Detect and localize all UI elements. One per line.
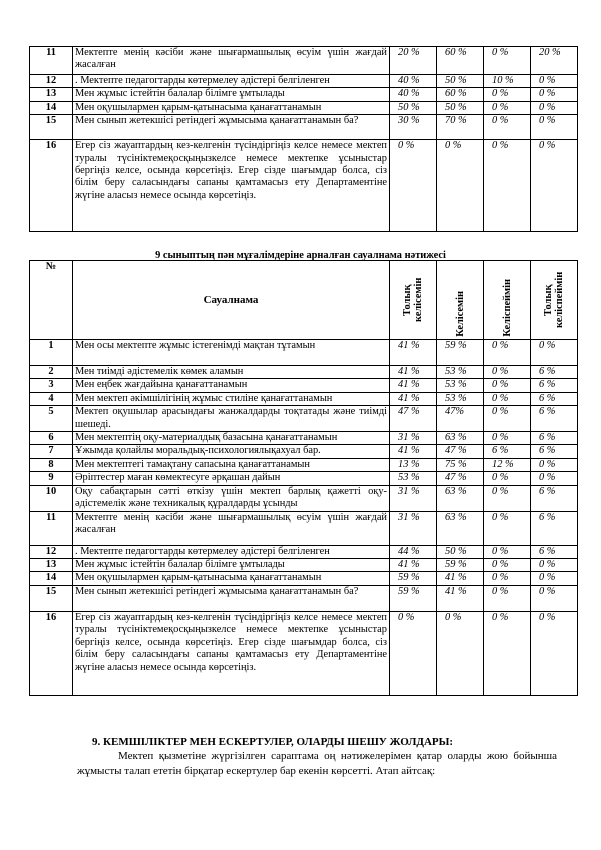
- row-value: 53 %: [437, 379, 484, 392]
- table-row: [30, 366, 578, 379]
- row-value: 0 %: [531, 472, 578, 485]
- row-number: 14: [30, 572, 73, 585]
- table-row: [30, 445, 578, 458]
- row-value: 6 %: [531, 379, 578, 392]
- row-question: Мен осы мектепте жұмыс істегенімді мақтан тұтамын: [73, 340, 390, 366]
- row-number: 4: [30, 392, 73, 405]
- table-row: [30, 115, 578, 140]
- row-number: 7: [30, 445, 73, 458]
- row-number: 6: [30, 432, 73, 445]
- row-value: 0 %: [531, 101, 578, 114]
- row-value: 10 %: [484, 75, 531, 88]
- table-row: [30, 585, 578, 611]
- row-number: 5: [30, 406, 73, 432]
- row-question: Мен сынып жетекшісі ретіндегі жұмысыма қанағаттанамын ба?: [73, 585, 390, 611]
- row-value: 47 %: [437, 445, 484, 458]
- table-row: [30, 559, 578, 572]
- row-value: 0 %: [437, 611, 484, 695]
- row-value: 0 %: [484, 545, 531, 558]
- row-value: 0 %: [531, 585, 578, 611]
- row-value: 63 %: [437, 511, 484, 545]
- table-caption: 9 сыныптың пән мұғалімдеріне арналған сауалнама нәтижесі: [155, 250, 446, 261]
- row-value: 0 %: [484, 47, 531, 75]
- row-value: 53 %: [437, 366, 484, 379]
- row-value: 20 %: [531, 47, 578, 75]
- row-number: 15: [30, 115, 73, 140]
- row-question: Мен мектеп әкімшілігінің жұмыс стиліне қанағаттанамын: [73, 392, 390, 405]
- row-value: 50 %: [437, 545, 484, 558]
- header-col-fully-disagree: Толық келіспеймін: [531, 261, 578, 340]
- row-question: Ұжымда қолайлы моральдық-психологиялықахуал бар.: [73, 445, 390, 458]
- row-number: 13: [30, 559, 73, 572]
- row-value: 0 %: [484, 472, 531, 485]
- row-question: Егер сіз жауаптардың кез-келгенін түсіндіргіңіз келсе немесе мектеп туралы түсініктемеқосқыңызкелсе немесе мектепке ұсыныстар бергіңіз келсе, осында көрсетіңіз. Егер сізде шағымдар болса, сіз білім беру саласындағы сапаны қамтамасыз ету Департаментіне жүгіне аласыз немесе осында көрсетіңіз.: [73, 140, 390, 232]
- row-value: 6 %: [531, 392, 578, 405]
- row-value: 0 %: [531, 340, 578, 366]
- row-value: 41 %: [390, 392, 437, 405]
- survey-table-continued: [29, 46, 578, 232]
- row-number: 11: [30, 47, 73, 75]
- section-title: 9. КЕМШІЛІКТЕР МЕН ЕСКЕРТУЛЕР, ОЛАРДЫ ШЕШУ ЖОЛДАРЫ:: [92, 736, 454, 748]
- row-value: 75 %: [437, 458, 484, 471]
- row-question: . Мектепте педагогтарды көтермелеу әдістері белгіленген: [73, 75, 390, 88]
- row-value: 41 %: [390, 445, 437, 458]
- row-number: 16: [30, 611, 73, 695]
- table-row: [30, 101, 578, 114]
- row-value: 59 %: [437, 559, 484, 572]
- row-value: 41 %: [390, 366, 437, 379]
- row-value: 40 %: [390, 88, 437, 101]
- row-value: 31 %: [390, 432, 437, 445]
- row-value: 50 %: [390, 101, 437, 114]
- row-number: 10: [30, 485, 73, 511]
- row-value: 6 %: [484, 445, 531, 458]
- row-question: Мектепте менің кәсіби және шығармашылық өсуім үшін жағдай жасалған: [73, 511, 390, 545]
- row-number: 8: [30, 458, 73, 471]
- row-value: 0 %: [484, 340, 531, 366]
- row-value: 53 %: [437, 392, 484, 405]
- row-number: 16: [30, 140, 73, 232]
- row-value: 50 %: [437, 101, 484, 114]
- row-value: 0 %: [531, 559, 578, 572]
- table-row: [30, 340, 578, 366]
- row-number: 14: [30, 101, 73, 114]
- row-value: 0 %: [531, 572, 578, 585]
- row-value: 31 %: [390, 485, 437, 511]
- row-question: Мен тиімді әдістемелік көмек аламын: [73, 366, 390, 379]
- row-value: 30 %: [390, 115, 437, 140]
- row-question: Мектеп оқушылар арасындағы жанжалдарды тоқтатады және тиімді шешеді.: [73, 406, 390, 432]
- row-value: 0 %: [484, 585, 531, 611]
- row-value: 12 %: [484, 458, 531, 471]
- row-value: 63 %: [437, 485, 484, 511]
- row-value: 6 %: [531, 406, 578, 432]
- row-value: 31 %: [390, 511, 437, 545]
- row-value: 0 %: [484, 140, 531, 232]
- row-value: 0 %: [531, 611, 578, 695]
- row-value: 20 %: [390, 47, 437, 75]
- row-value: 0 %: [390, 611, 437, 695]
- row-value: 0 %: [390, 140, 437, 232]
- row-value: 6 %: [531, 545, 578, 558]
- table-row: [30, 47, 578, 75]
- row-value: 59 %: [390, 572, 437, 585]
- row-value: 0 %: [484, 511, 531, 545]
- row-value: 0 %: [484, 379, 531, 392]
- header-col-agree: Келісемін: [437, 261, 484, 340]
- row-value: 63 %: [437, 432, 484, 445]
- row-number: 11: [30, 511, 73, 545]
- row-value: 0 %: [484, 392, 531, 405]
- row-value: 41 %: [390, 340, 437, 366]
- row-question: Мен мектептегі тамақтану сапасына қанағаттанамын: [73, 458, 390, 471]
- table-row: [30, 485, 578, 511]
- row-question: Егер сіз жауаптардың кез-келгенін түсіндіргіңіз келсе немесе мектеп туралы түсініктемеқосқыңызкелсе немесе мектепке ұсыныстар бергіңіз келсе, осында көрсетіңіз. Егер сізде шағымдар болса, сіз білім беру саласындағы сапаны қамтамасыз ету Департаментіне жүгіне аласыз немесе осында көрсетіңіз.: [73, 611, 390, 695]
- row-value: 0 %: [484, 572, 531, 585]
- row-question: Мен сынып жетекшісі ретіндегі жұмысыма қанағаттанамын ба?: [73, 115, 390, 140]
- row-value: 47%: [437, 406, 484, 432]
- row-value: 40 %: [390, 75, 437, 88]
- table-row: [30, 392, 578, 405]
- row-value: 60 %: [437, 88, 484, 101]
- table-row: [30, 432, 578, 445]
- row-value: 41 %: [390, 379, 437, 392]
- header-number: №: [30, 261, 73, 340]
- table-row: [30, 75, 578, 88]
- table-row: [30, 458, 578, 471]
- row-number: 3: [30, 379, 73, 392]
- row-value: 0 %: [484, 366, 531, 379]
- row-value: 59 %: [390, 585, 437, 611]
- row-question: Мен еңбек жағдайына қанағаттанамын: [73, 379, 390, 392]
- row-value: 44 %: [390, 545, 437, 558]
- row-value: 47 %: [390, 406, 437, 432]
- table-row: [30, 88, 578, 101]
- row-value: 59 %: [437, 340, 484, 366]
- header-col-fully-agree: Толық келісемін: [390, 261, 437, 340]
- table-row: [30, 379, 578, 392]
- table-row: [30, 572, 578, 585]
- table-row: [30, 472, 578, 485]
- section-paragraph: Мектеп қызметіне жүргізілген сараптама оң нәтижелерімен қатар оларды жою бойынша жұмысты талап ететін бірқатар ескертулер бар екенін көрсетті. Атап айтсақ:: [77, 750, 557, 777]
- table-row: [30, 406, 578, 432]
- table-header-row: [30, 261, 578, 340]
- header-col-disagree: Келіспеймін: [484, 261, 531, 340]
- table-row: [30, 611, 578, 695]
- row-value: 47 %: [437, 472, 484, 485]
- row-value: 41 %: [437, 572, 484, 585]
- row-value: 0 %: [531, 88, 578, 101]
- row-question: Оқу сабақтарын сәтті өткізу үшін мектеп барлық қажетті оқу-әдістемелік және техникалық құралдарды ұсынды: [73, 485, 390, 511]
- row-value: 0 %: [437, 140, 484, 232]
- row-value: 60 %: [437, 47, 484, 75]
- row-question: Әріптестер маған көмектесуге әрқашан дайын: [73, 472, 390, 485]
- row-value: 0 %: [484, 101, 531, 114]
- row-value: 41 %: [390, 559, 437, 572]
- row-value: 6 %: [531, 432, 578, 445]
- row-question: Мен мектептің оқу-материалдық базасына қанағаттанамын: [73, 432, 390, 445]
- row-number: 2: [30, 366, 73, 379]
- header-title: Сауалнама: [73, 261, 390, 340]
- row-value: 0 %: [484, 406, 531, 432]
- row-value: 0 %: [484, 559, 531, 572]
- row-value: 70 %: [437, 115, 484, 140]
- row-value: 0 %: [531, 115, 578, 140]
- survey-table-grade9: [29, 260, 578, 696]
- row-number: 12: [30, 545, 73, 558]
- row-value: 41 %: [437, 585, 484, 611]
- row-number: 13: [30, 88, 73, 101]
- row-value: 0 %: [484, 611, 531, 695]
- row-number: 1: [30, 340, 73, 366]
- table-row: [30, 140, 578, 232]
- row-value: 6 %: [531, 445, 578, 458]
- row-question: Мектепте менің кәсіби және шығармашылық өсуім үшін жағдай жасалған: [73, 47, 390, 75]
- row-value: 0 %: [531, 75, 578, 88]
- row-value: 13 %: [390, 458, 437, 471]
- table-row: [30, 545, 578, 558]
- row-number: 12: [30, 75, 73, 88]
- row-question: Мен жұмыс істейтін балалар білімге ұмтылады: [73, 88, 390, 101]
- row-value: 0 %: [484, 485, 531, 511]
- row-value: 6 %: [531, 485, 578, 511]
- row-value: 6 %: [531, 511, 578, 545]
- row-question: Мен оқушылармен қарым-қатынасыма қанағаттанамын: [73, 572, 390, 585]
- row-value: 0 %: [484, 115, 531, 140]
- row-value: 0 %: [484, 88, 531, 101]
- row-number: 9: [30, 472, 73, 485]
- row-value: 0 %: [484, 432, 531, 445]
- row-value: 53 %: [390, 472, 437, 485]
- row-number: 15: [30, 585, 73, 611]
- row-value: 0 %: [531, 458, 578, 471]
- row-question: Мен оқушылармен қарым-қатынасыма қанағаттанамын: [73, 101, 390, 114]
- row-question: . Мектепте педагогтарды көтермелеу әдістері белгіленген: [73, 545, 390, 558]
- row-value: 0 %: [531, 140, 578, 232]
- row-value: 50 %: [437, 75, 484, 88]
- table-row: [30, 511, 578, 545]
- row-value: 6 %: [531, 366, 578, 379]
- row-question: Мен жұмыс істейтін балалар білімге ұмтылады: [73, 559, 390, 572]
